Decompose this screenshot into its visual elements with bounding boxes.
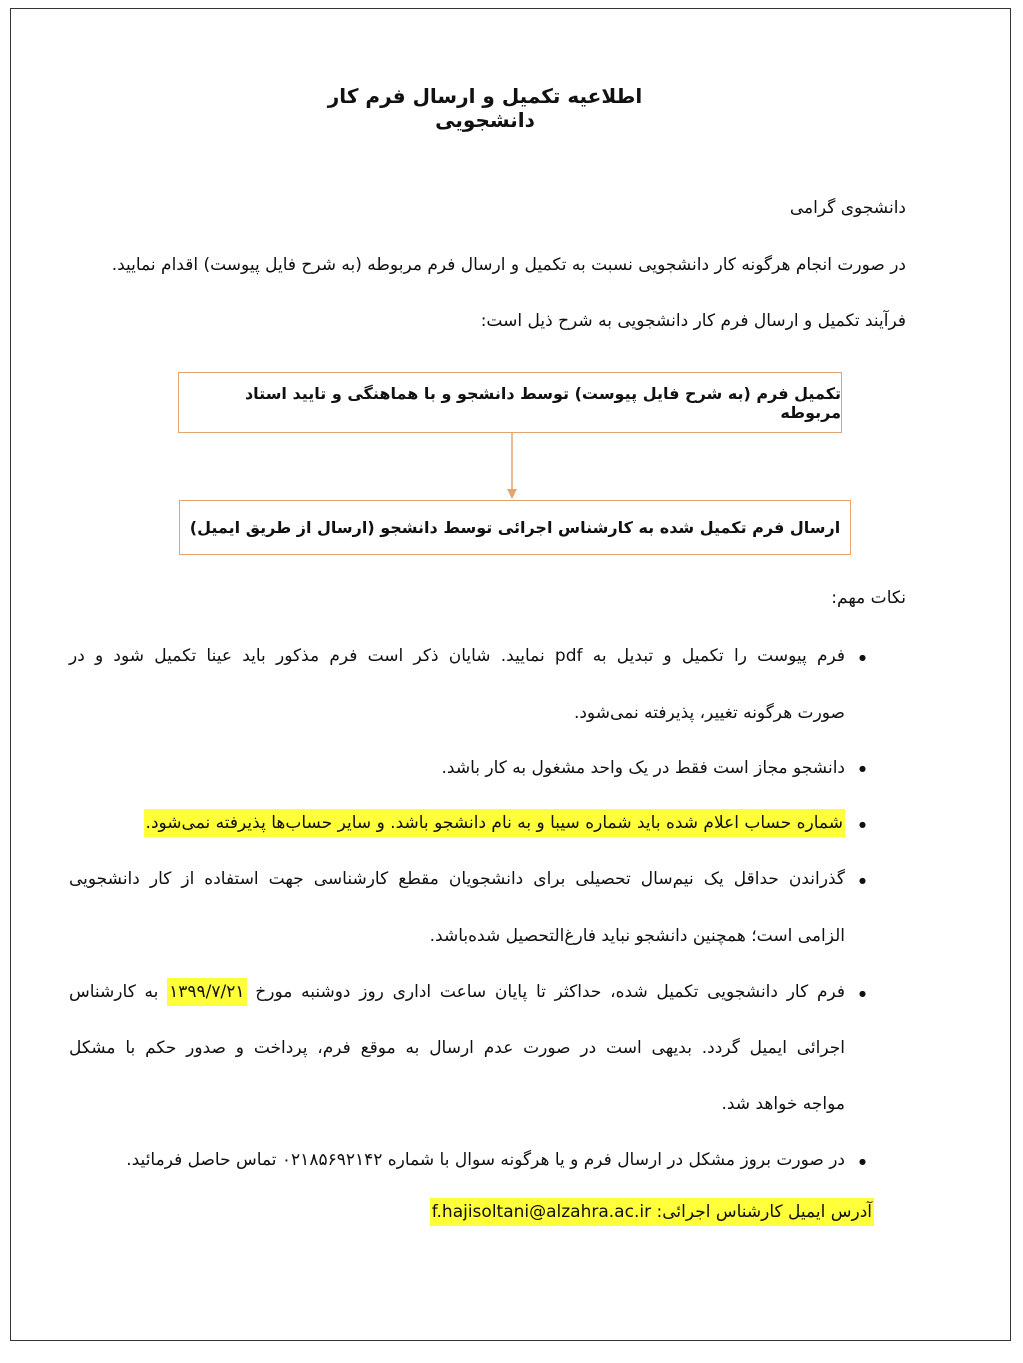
email-line [430,1202,874,1222]
greeting: دانشجوی گرامی [789,198,906,218]
document-title: اطلاعیه تکمیل و ارسال فرم کار دانشجویی [327,84,643,132]
flow-step-2-box [179,500,851,555]
notes-title: نکات مهم: [831,588,906,608]
bullet-6: در صورت بروز مشکل در ارسال فرم و یا هرگونه سوال با شماره ۰۲۱۸۵۶۹۲۱۴۲ تماس حاصل فرمائید. [126,1150,845,1170]
bullet-5-line-1 [69,982,845,1002]
bullet-dot-icon: ● [859,820,866,829]
bullet-dot-icon: ● [859,653,866,662]
bullet-dot-icon: ● [859,1157,866,1166]
email-address: f.hajisoltani@alzahra.ac.ir [431,1202,652,1222]
flow-step-2-text: ارسال فرم تکمیل شده به کارشناس اجرائی توسط دانشجو (ارسال از طریق ایمیل) [189,518,841,537]
bullet-1-line-1: فرم پیوست را تکمیل و تبدیل به pdf نمایید. شایان ذکر است فرم مذکور باید عینا تکمیل شود و در [69,646,845,666]
bullet-5-text-b: به کارشناس [69,982,159,1002]
bullet-5-text-a: فرم کار دانشجویی تکمیل شده، حداکثر تا پایان ساعت اداری روز دوشنبه مورخ [255,982,845,1002]
bullet-1-line-2: صورت هرگونه تغییر، پذیرفته نمی‌شود. [573,703,845,723]
bullet-5-line-2: اجرائی ایمیل گردد. بدیهی است در صورت عدم ارسال به موقع فرم، پرداخت و صدور حکم با مشکل [69,1038,845,1058]
flow-arrow-down-icon [506,433,518,499]
bullet-2: دانشجو مجاز است فقط در یک واحد مشغول به کار باشد. [441,758,845,778]
intro-line-2: فرآیند تکمیل و ارسال فرم کار دانشجویی به شرح ذیل است: [480,311,906,331]
bullet-5-date-highlight: ۱۳۹۹/۷/۲۱ [167,978,246,1006]
flow-step-1-text: تکمیل فرم (به شرح فایل پیوست) توسط دانشجو و با هماهنگی و تایید استاد مربوطه [244,383,841,422]
bullet-5-line-3: مواجه خواهد شد. [721,1094,845,1114]
email-highlight [430,1198,874,1226]
bullet-dot-icon: ● [859,876,866,885]
bullet-4-line-2: الزامی است؛ همچنین دانشجو نباید فارغ‌التحصیل شده‌باشد. [429,926,845,946]
bullet-3 [144,813,845,833]
bullet-4-line-1: گذراندن حداقل یک نیم‌سال تحصیلی برای دانشجویان مقطع کارشناسی جهت استفاده از کار دانشجویی [69,869,845,889]
bullet-dot-icon: ● [859,989,866,998]
intro-line-1: در صورت انجام هرگونه کار دانشجویی نسبت به تکمیل و ارسال فرم مربوطه (به شرح فایل پیوست) اقدام نمایید. [111,255,906,275]
bullet-3-highlight: شماره حساب اعلام شده باید شماره سیبا و به نام دانشجو باشد. و سایر حساب‌ها پذیرفته نمی‌شود. [144,809,845,837]
email-label: آدرس ایمیل کارشناس اجرائی: [656,1202,872,1222]
flow-step-1-box [178,372,842,433]
bullet-dot-icon: ● [859,764,866,773]
